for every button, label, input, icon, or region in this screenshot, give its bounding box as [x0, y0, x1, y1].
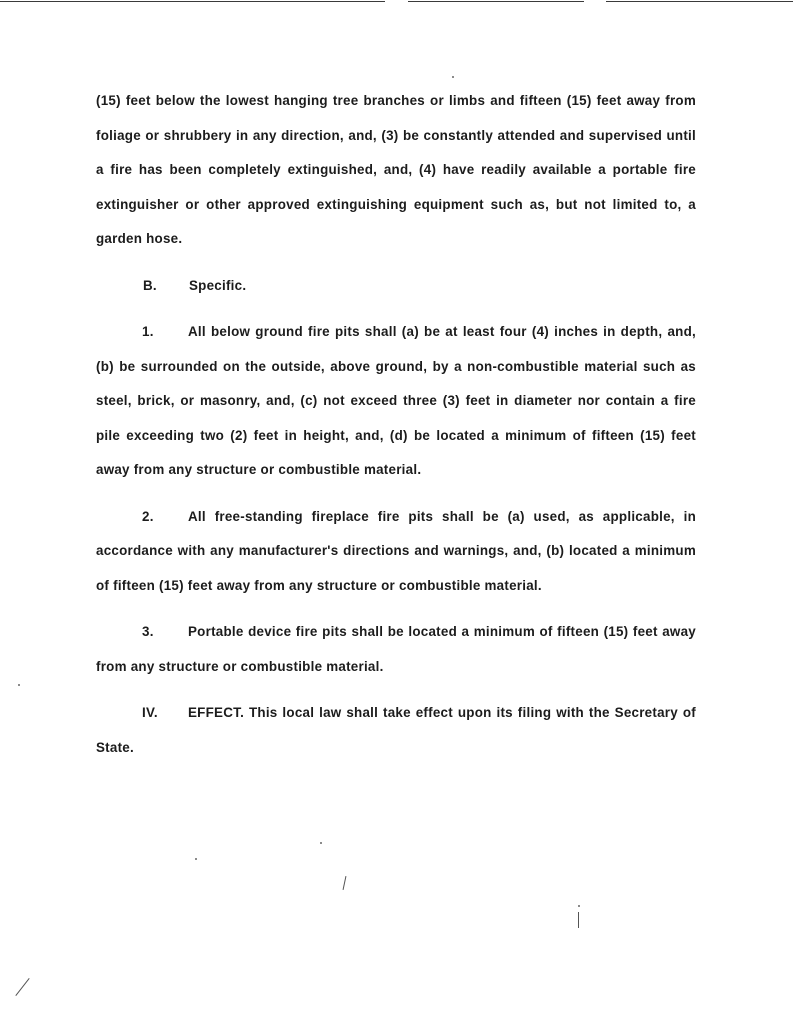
- spacer: [96, 257, 696, 269]
- scan-mark: [15, 978, 29, 996]
- intro-paragraph: (15) feet below the lowest hanging tree branches or limbs and fifteen (15) feet away from foliage or shrubbery in any direction, and, (3) be constantly attended and supervised until a fire has been completely extinguished, and, (4) have readily available a portable fire extinguisher or other approved extinguishing equipment such as, but not limited to, a garden hose.: [96, 93, 696, 246]
- scan-speck: [18, 684, 20, 686]
- item-1-text: All below ground fire pits shall (a) be at least four (4) inches in depth, and, (b) be surrounded on the outside, above ground, by a non-combustible material such as steel, brick, or masonry, and, (c) not exceed three (3) feet in diameter nor contain a fire pile exceeding two (2) feet in height, and, (d) be located a minimum of fifteen (15) feet away from any structure or combustible material.: [96, 324, 696, 477]
- scan-speck: [578, 905, 580, 907]
- section-iv-text: EFFECT. This local law shall take effect upon its filing with the Secretary of State.: [96, 705, 696, 755]
- list-item-1: [96, 315, 696, 488]
- spacer: [96, 488, 696, 500]
- document-body: [96, 84, 696, 765]
- scan-edge-line: [606, 1, 793, 2]
- scan-edge-line: [0, 1, 385, 2]
- spacer: [96, 603, 696, 615]
- scan-mark: [343, 876, 347, 890]
- item-3-number: 3.: [142, 624, 154, 639]
- scan-speck: [195, 858, 197, 860]
- section-iv-marker: IV.: [142, 705, 158, 720]
- item-1-number: 1.: [142, 324, 154, 339]
- section-b-title: Specific.: [189, 277, 247, 293]
- section-b-heading: [96, 269, 696, 304]
- list-item-3: [96, 615, 696, 684]
- section-iv: [96, 696, 696, 765]
- scan-edge-line: [408, 1, 584, 2]
- spacer: [96, 684, 696, 696]
- item-2-text: All free-standing fireplace fire pits shall be (a) used, as applicable, in accordance with any manufacturer's directions and warnings, and, (b) located a minimum of fifteen (15) feet away from any structure or combustible material.: [96, 508, 696, 593]
- spacer: [96, 303, 696, 315]
- scan-speck: [320, 842, 322, 844]
- scan-speck: [452, 76, 454, 78]
- list-item-2: [96, 500, 696, 604]
- item-3-text: Portable device fire pits shall be located a minimum of fifteen (15) feet away from any structure or combustible material.: [96, 624, 696, 674]
- item-2-number: 2.: [142, 508, 154, 524]
- scan-mark: [578, 912, 579, 928]
- section-b-marker: B.: [143, 277, 157, 293]
